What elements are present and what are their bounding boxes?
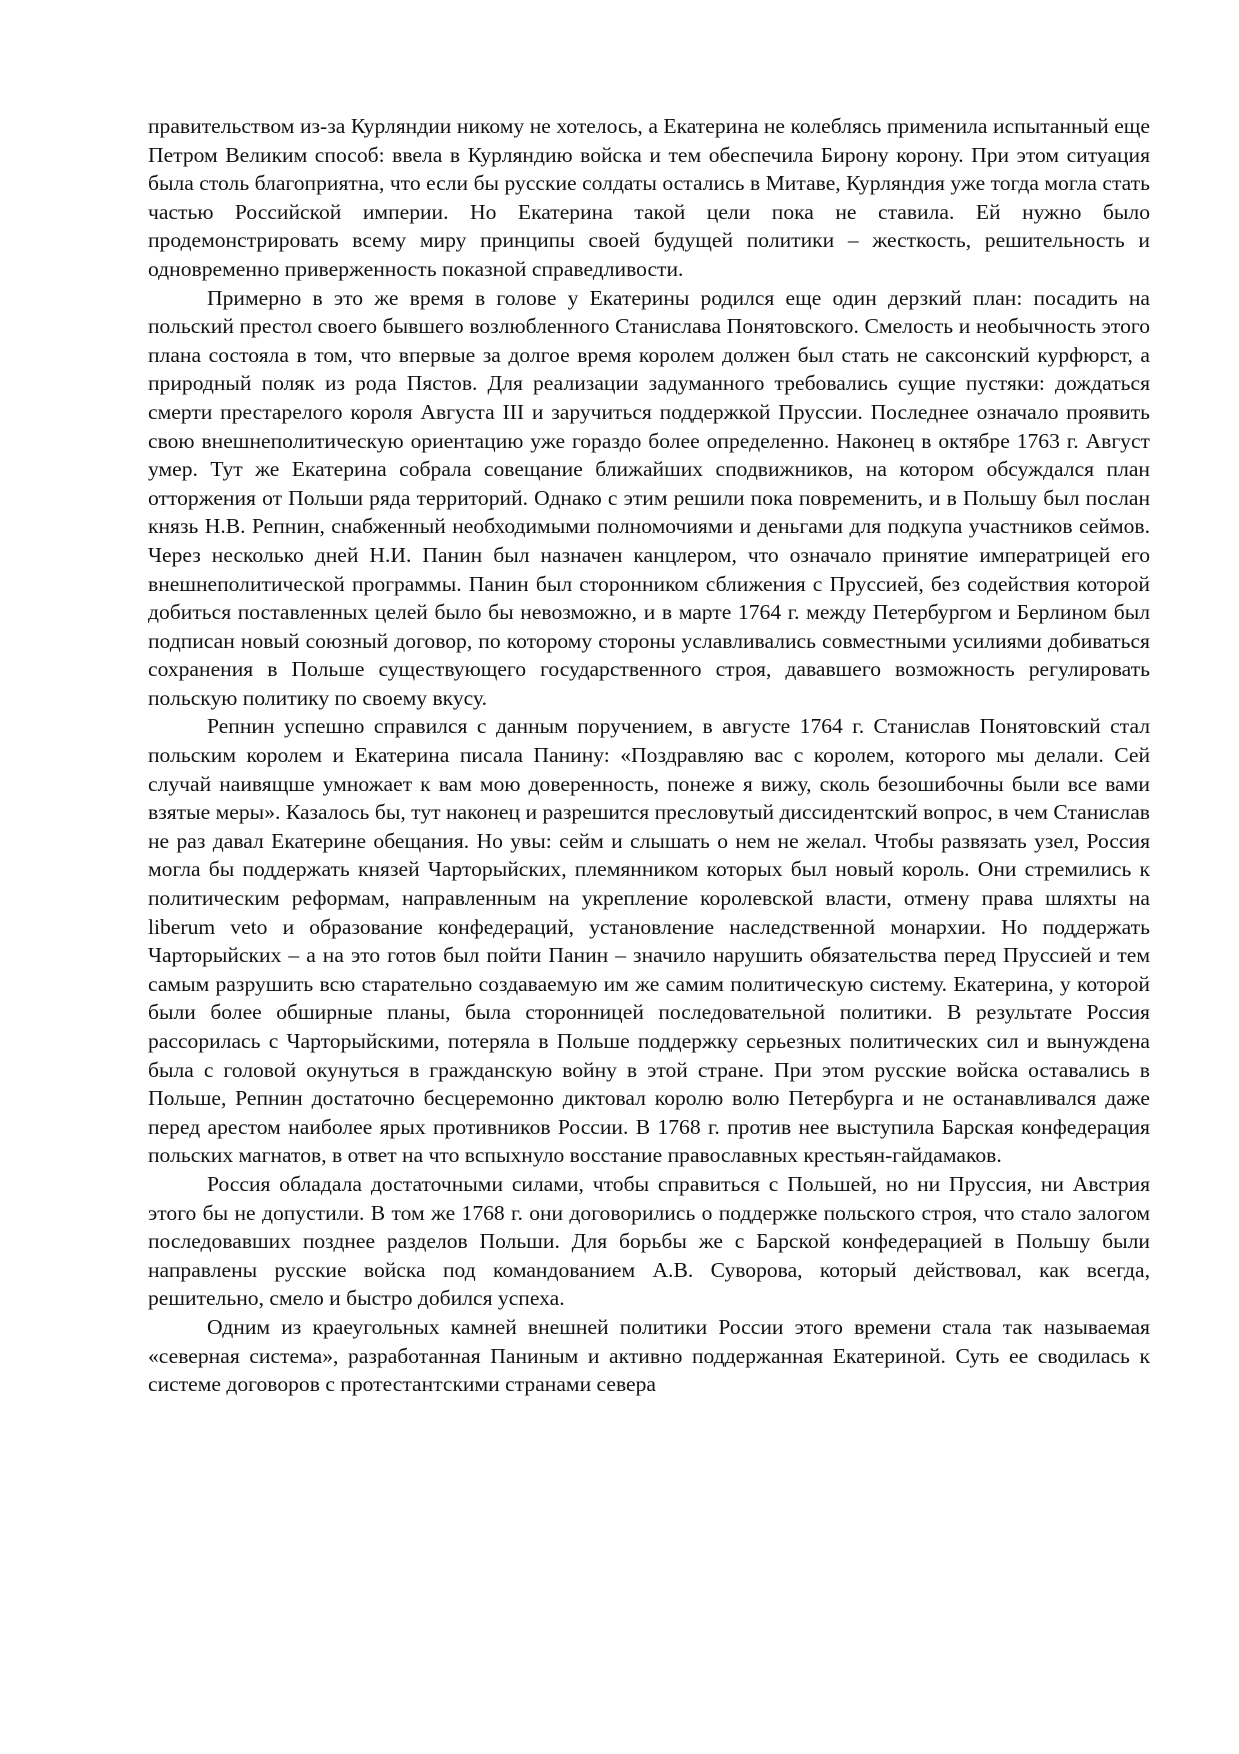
paragraph-5: Одним из краеугольных камней внешней политики России этого времени стала так называемая «северная система», разработанная Паниным и активно поддержанная Екатериной. Суть ее сводилась к системе договоров с протестантскими странами севера bbox=[148, 1314, 1150, 1397]
document-page bbox=[148, 112, 1150, 1399]
paragraph-4: Россия обладала достаточными силами, чтобы справиться с Польшей, но ни Пруссия, ни Австрия этого бы не допустили. В том же 1768 г. они договорились о поддержке польского строя, что стало залогом последовавших позднее разделов Польши. Для борьбы же с Барской конфедерацией в Польшу были направлены русские войска под командованием А.В. Суворова, который действовал, как всегда, решительно, смело и быстро добился успеха. bbox=[148, 1171, 1150, 1311]
paragraph-1: правительством из-за Курляндии никому не хотелось, а Екатерина не колеблясь применила испытанный еще Петром Великим способ: ввела в Курляндию войска и тем обеспечила Бирону корону. При этом ситуация была столь благоприятна, что если бы русские солдаты остались в Митаве, Курляндия уже тогда могла стать частью Российской империи. Но Екатерина такой цели пока не ставила. Ей нужно было продемонстрировать всему миру принципы своей будущей политики – жесткость, решительность и одновременно приверженность показной справедливости. bbox=[148, 114, 1150, 281]
paragraph-2: Примерно в это же время в голове у Екатерины родился еще один дерзкий план: посадить на польский престол своего бывшего возлюбленного Станислава Понятовского. Смелость и необычность этого плана состояла в том, что впервые за долгое время королем должен был стать не саксонский курфюрст, а природный поляк из рода Пястов. Для реализации задуманного требовались сущие пустяки: дождаться смерти престарелого короля Августа III и заручиться поддержкой Пруссии. Последнее означало проявить свою внешнеполитическую ориентацию уже гораздо более определенно. Наконец в октябре 1763 г. Август умер. Тут же Екатерина собрала совещание ближайших сподвижников, на котором обсуждался план отторжения от Польши ряда территорий. Однако с этим решили пока повременить, и в Польшу был послан князь Н.В. Репнин, снабженный необходимыми полномочиями и деньгами для подкупа участников сеймов. Через несколько дней Н.И. Панин был назначен канцлером, что означало принятие императрицей его внешнеполитической программы. Панин был сторонником сближения с Пруссией, без содействия которой добиться поставленных целей было бы невозможно, и в марте 1764 г. между Петербургом и Берлином был подписан новый союзный договор, по которому стороны уславливались совместными усилиями добиваться сохранения в Польше существующего государственного строя, дававшего возможность регулировать польскую политику по своему вкусу. bbox=[148, 285, 1150, 710]
paragraph-3: Репнин успешно справился с данным поручением, в августе 1764 г. Станислав Понятовский стал польским королем и Екатерина писала Панину: «Поздравляю вас с королем, которого мы делали. Сей случай наивящше умножает к вам мою доверенность, понеже я вижу, сколь безошибочны были все вами взятые меры». Казалось бы, тут наконец и разрешится пресловутый диссидентский вопрос, в чем Станислав не раз давал Екатерине обещания. Но увы: сейм и слышать о нем не желал. Чтобы развязать узел, Россия могла бы поддержать князей Чарторыйских, племянником которых был новый король. Они стремились к политическим реформам, направленным на укрепление королевской власти, отмену права шляхты на liberum veto и образование конфедераций, установление наследственной монархии. Но поддержать Чарторыйских – а на это готов был пойти Панин – значило нарушить обязательства перед Пруссией и тем самым разрушить всю старательно создаваемую им же самим политическую систему. Екатерина, у которой были более обширные планы, была сторонницей последовательной политики. В результате Россия рассорилась с Чарторыйскими, потеряла в Польше поддержку серьезных политических сил и вынуждена была с головой окунуться в гражданскую войну в этой стране. При этом русские войска оставались в Польше, Репнин достаточно бесцеремонно диктовал королю волю Петербурга и не останавливался даже перед арестом наиболее ярых противников России. В 1768 г. против нее выступила Барская конфедерация польских магнатов, в ответ на что вспыхнуло восстание православных крестьян-гайдамаков. bbox=[148, 714, 1150, 1168]
